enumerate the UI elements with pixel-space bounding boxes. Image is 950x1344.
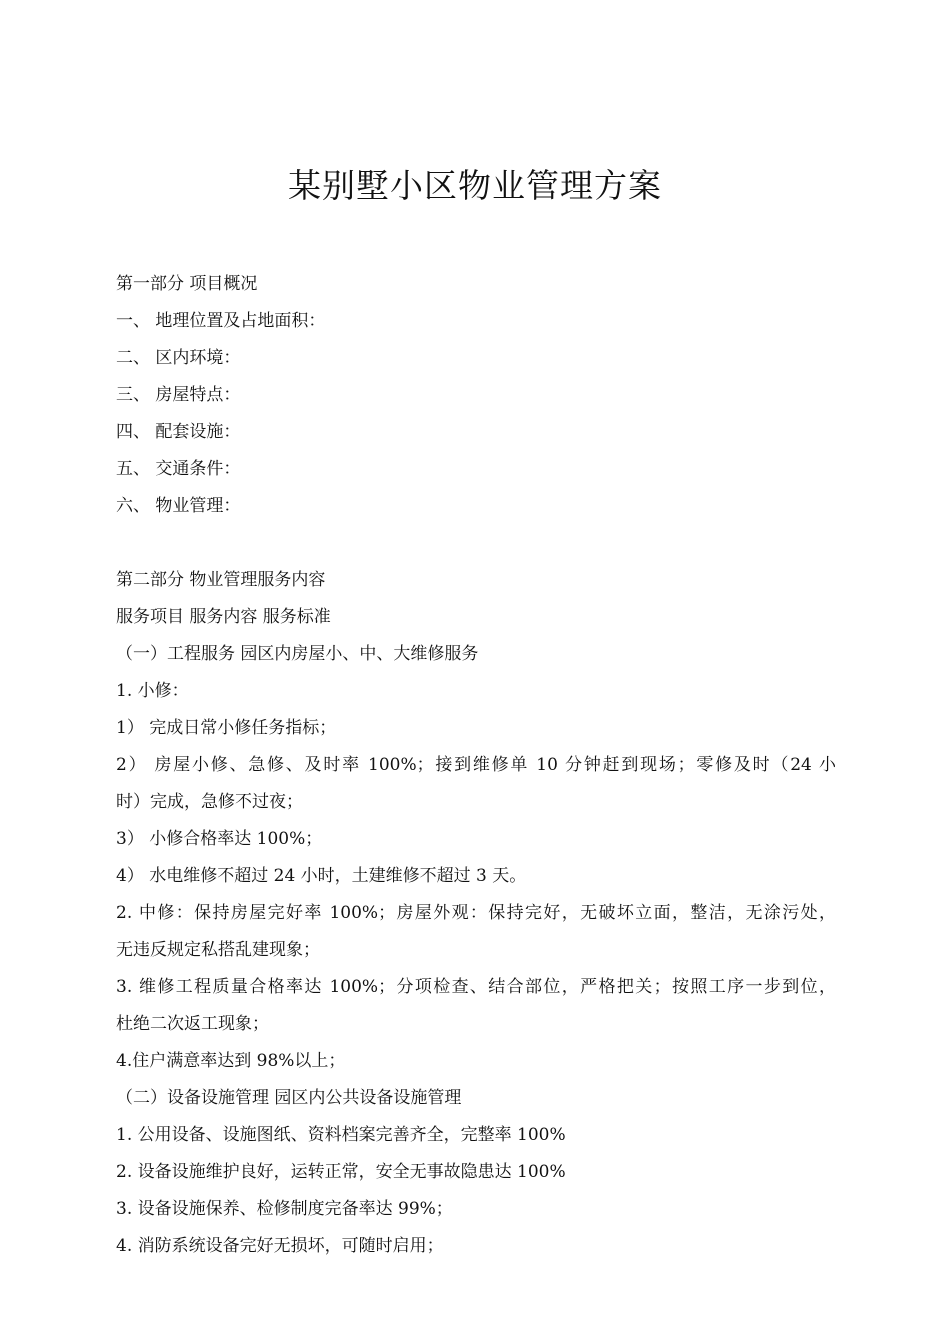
- part1-item-housing: 三、 房屋特点：: [116, 385, 241, 405]
- part2-line: 2. 设备设施维护良好，运转正常，安全无事故隐患达 100%: [116, 1162, 566, 1182]
- part2-line: 2. 中修：保持房屋完好率 100%；房屋外观：保持完好，无破坏立面，整洁，无涂污处，: [116, 903, 836, 923]
- part1-item-facilities: 四、 配套设施：: [116, 422, 241, 442]
- part2-line: 4） 水电维修不超过 24 小时，土建维修不超过 3 天。: [116, 866, 527, 886]
- part2-line: 4. 消防系统设备完好无损坏，可随时启用；: [116, 1236, 444, 1256]
- part1-item-environment: 二、 区内环境：: [116, 348, 241, 368]
- part2-line: 3. 设备设施保养、检修制度完备率达 99%；: [116, 1199, 453, 1219]
- part2-heading: 第二部分 物业管理服务内容: [116, 570, 326, 590]
- document-body: [116, 266, 836, 1265]
- part2-line: 3. 维修工程质量合格率达 100%；分项检查、结合部位，严格把关；按照工序一步到位，: [116, 977, 836, 997]
- part2-line: 3） 小修合格率达 100%；: [116, 829, 323, 849]
- part2-line: （一）工程服务 园区内房屋小、中、大维修服务: [116, 644, 479, 664]
- part2-line: （二）设备设施管理 园区内公共设备设施管理: [116, 1088, 462, 1108]
- part1-item-management: 六、 物业管理：: [116, 496, 241, 516]
- part2-line: 无违反规定私搭乱建现象；: [116, 940, 320, 960]
- part1-heading: 第一部分 项目概况: [116, 274, 258, 294]
- part1-item-location: 一、 地理位置及占地面积：: [116, 311, 326, 331]
- part2-line: 2） 房屋小修、急修、及时率 100%；接到维修单 10 分钟赶到现场；零修及时（24 小: [116, 755, 836, 775]
- part2-line: 1. 小修：: [116, 681, 189, 701]
- part2-line: 1. 公用设备、设施图纸、资料档案完善齐全，完整率 100%: [116, 1125, 566, 1145]
- part2-columns: 服务项目 服务内容 服务标准: [116, 607, 331, 627]
- part2-line: 杜绝二次返工现象；: [116, 1014, 269, 1034]
- part2-line: 4.住户满意率达到 98%以上；: [116, 1051, 346, 1071]
- section-spacer: [116, 525, 836, 562]
- document-title: 某别墅小区物业管理方案: [288, 166, 662, 205]
- part2-line: 时）完成，急修不过夜；: [116, 792, 303, 812]
- part1-item-transport: 五、 交通条件：: [116, 459, 241, 479]
- part2-line: 1） 完成日常小修任务指标；: [116, 718, 337, 738]
